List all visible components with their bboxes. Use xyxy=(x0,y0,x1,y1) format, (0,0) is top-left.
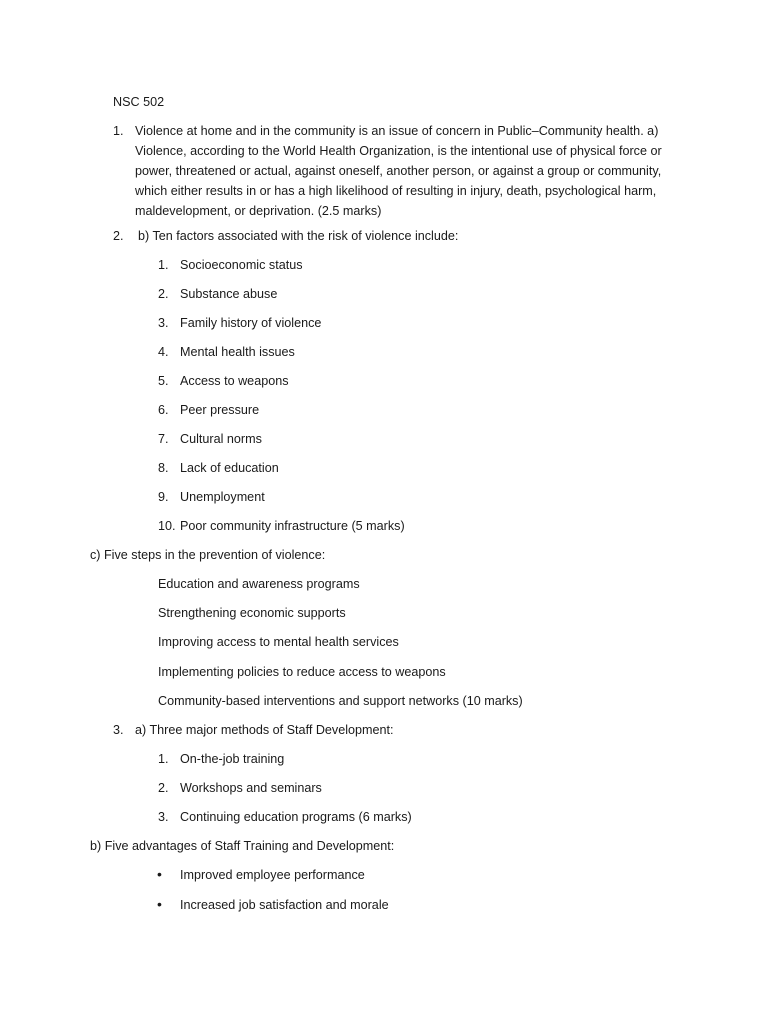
list-number: 1. xyxy=(158,752,169,766)
list-item: Education and awareness programs xyxy=(158,577,360,591)
list-item: Increased job satisfaction and morale xyxy=(180,898,389,912)
list-item: Mental health issues xyxy=(180,345,295,359)
q2-heading: b) Ten factors associated with the risk of violence include: xyxy=(138,229,459,243)
list-item: Socioeconomic status xyxy=(180,258,303,272)
list-item: On-the-job training xyxy=(180,752,285,766)
list-number: 1. xyxy=(158,258,169,272)
list-item: Peer pressure xyxy=(180,403,260,417)
list-item: Workshops and seminars xyxy=(180,781,322,795)
q1-text: Violence at home and in the community is an issue of concern in Public–Community health. a) Violence, according to the World Health Organization, is the intentional use of physical force or power, threatened or actual, against oneself, another person, or against a group or community, which either results in or has a high likelihood of resulting in injury, death, psychological harm, maldevelopment, or deprivation. (2.5 marks) xyxy=(135,124,662,218)
list-item: Family history of violence xyxy=(180,316,322,330)
q3-number: 3. xyxy=(113,723,124,737)
list-item: Substance abuse xyxy=(180,287,278,301)
list-item: Cultural norms xyxy=(180,432,262,446)
list-number: 3. xyxy=(158,810,169,824)
q2-number: 2. xyxy=(113,229,124,243)
list-number: 5. xyxy=(158,374,169,388)
list-item: Implementing policies to reduce access to weapons xyxy=(158,665,446,679)
q3b-heading: b) Five advantages of Staff Training and Development: xyxy=(90,839,395,853)
list-number: 3. xyxy=(158,316,169,330)
list-number: 2. xyxy=(158,287,169,301)
list-number: 7. xyxy=(158,432,169,446)
list-item: Improved employee performance xyxy=(180,868,365,882)
list-item: Strengthening economic supports xyxy=(158,606,346,620)
q3-heading: a) Three major methods of Staff Development: xyxy=(135,723,394,737)
list-number: 6. xyxy=(158,403,169,417)
list-item: Community-based interventions and support networks (10 marks) xyxy=(158,694,523,708)
list-number: 4. xyxy=(158,345,169,359)
list-number: 2. xyxy=(158,781,169,795)
bullet-icon: • xyxy=(157,866,162,882)
list-item: Lack of education xyxy=(180,461,279,475)
q2c-heading: c) Five steps in the prevention of violence: xyxy=(90,548,326,562)
list-item: Access to weapons xyxy=(180,374,289,388)
list-item: Continuing education programs (6 marks) xyxy=(180,810,412,824)
list-item: Improving access to mental health services xyxy=(158,635,399,649)
list-item: Poor community infrastructure (5 marks) xyxy=(180,519,405,533)
list-number: 8. xyxy=(158,461,169,475)
q1-number: 1. xyxy=(113,124,124,138)
list-number: 10. xyxy=(158,519,176,533)
list-item: Unemployment xyxy=(180,490,265,504)
bullet-icon: • xyxy=(157,896,162,912)
list-number: 9. xyxy=(158,490,169,504)
course-code: NSC 502 xyxy=(113,95,165,109)
